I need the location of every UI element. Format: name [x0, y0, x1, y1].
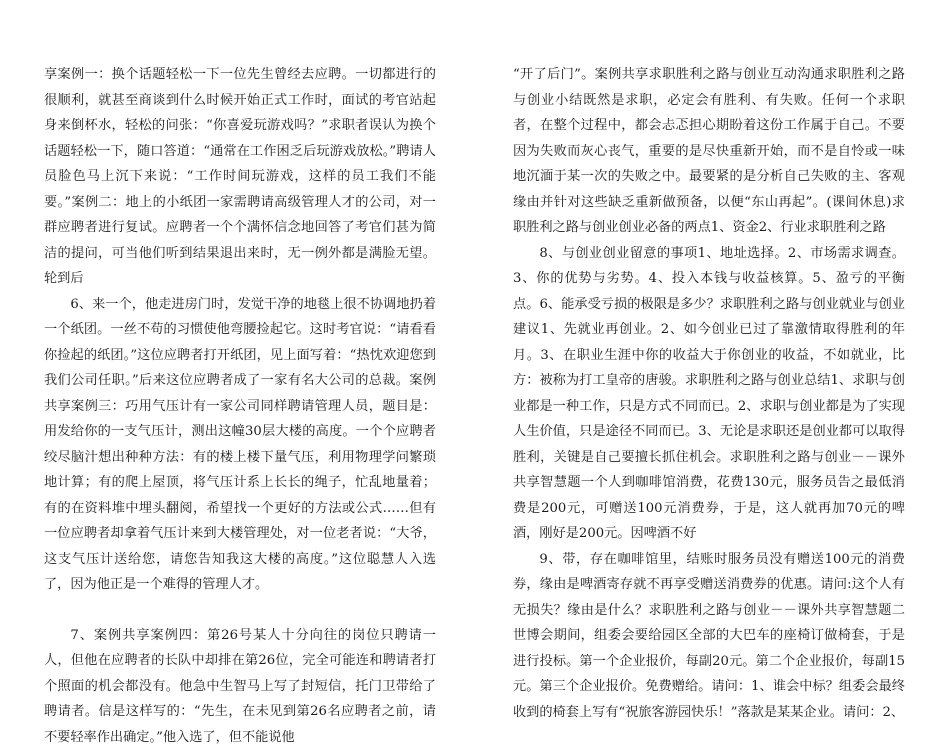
paragraph-gap: [44, 598, 436, 623]
right-column: [513, 62, 905, 725]
paragraph-summary: “开了后门”。案例共享求职胜利之路与创业互动沟通求职胜利之路与创业小结既然是求职，必定会有胜利、有失败。任何一个求职者，在整个过程中，都会忐忑担心期盼着这份工作属于自己。不要因为失败而灰心丧气，重要的是尽快重新开始，而不是自怜或一味地沉湎于某一次的失败之中。最要紧的是分析自己失败的主、客观缘由并针对这些缺乏重新做预备，以便“东山再起”。(课间休息)求职胜利之路与创业创业必备的两点1、资金2、行业求职胜利之路: [513, 62, 905, 241]
paragraph-9: 9、带，存在咖啡馆里，结账时服务员没有赠送100元的消费券，缘由是啤酒寄存就不再享受赠送消费券的优惠。请问:这个人有无损失？缘由是什么？求职胜利之路与创业－－课外共享智慧题二世博会期间，组委会要给园区全部的大巴车的座椅订做椅套，于是进行投标。第一个企业报价，每副20元。第二个企业报价，每副15元。第三个企业报价。免费赠给。请问：1、谁会中标？组委会最终收到的椅套上写有“祝旅客游园快乐！”落款是某某企业。请问：2、: [513, 547, 905, 726]
left-column: [44, 62, 436, 750]
paragraph-8: 8、与创业创业留意的事项1、地址选择。2、市场需求调查。3、你的优势与劣势。4、投入本钱与收益核算。5、盈亏的平衡点。6、能承受亏损的极限是多少？求职胜利之路与创业就业与创业建议1、先就业再创业。2、如今创业已过了靠激情取得胜利的年月。3、在职业生涯中你的收益大于你创业的收益，不如就业，比方：被称为打工皇帝的唐骏。求职胜利之路与创业总结1、求职与创业都是一种工作，只是方式不同而已。2、求职与创业都是为了实现人生价值，只是途径不同而已。3、无论是求职还是创业都可以取得胜利，关键是自己要擅长抓住机会。求职胜利之路与创业－－课外共享智慧题一个人到咖啡馆消费，花费130元，服务员告之最低消费是200元，可赠送100元消费券，于是，这人就再加70元的啤酒，刚好是200元。因啤酒不好: [513, 241, 905, 547]
paragraph-case-one-two: 享案例一：换个话题轻松一下一位先生曾经去应聘。一切都进行的很顺利，就甚至商谈到什么时候开始正式工作时，面试的考官站起身来倒杯水，轻松的问张：“你喜爱玩游戏吗？”求职者误认为换个话题轻松一下，随口答道：“通常在工作困乏后玩游戏放松。”聘请人员脸色马上沉下来说：“工作时间玩游戏，这样的员工我们不能要。”案例二：地上的小纸团一家需聘请高级管理人才的公司，对一群应聘者进行复试。应聘者一个个满怀信念地回答了考官们甚为简洁的提问，可当他们听到结果退出来时，无一例外都是满脸无望。轮到后: [44, 62, 436, 292]
paragraph-6: 6、来一个，他走进房门时，发觉干净的地毯上很不协调地扔着一个纸团。一丝不苟的习惯使他弯腰捡起它。这时考官说：“请看看你捡起的纸团。”这位应聘者打开纸团，见上面写着：“热忱欢迎您到我们公司任职。”后来这位应聘者成了一家有名大公司的总裁。案例共享案例三：巧用气压计有一家公司同样聘请管理人员，题目是：用发给你的一支气压计，测出这幢30层大楼的高度。一个个应聘者绞尽脑汁想出种种方法：有的楼上楼下量气压，利用物理学问繁琐地计算；有的爬上屋顶，将气压计系上长长的绳子，忙乱地量着；有的在资料堆中埋头翻阅，希望找一个更好的方法或公式……但有一位应聘者却拿着气压计来到大楼管理处，对一位老者说：“大爷，这支气压计送给您，请您告知我这大楼的高度。”这位聪慧人入选了，因为他正是一个难得的管理人才。: [44, 292, 436, 598]
paragraph-7: 7、案例共享案例四：第26号某人十分向往的岗位只聘请一人，但他在应聘者的长队中却排在第26位，完全可能连和聘请者打个照面的机会都没有。他急中生智马上写了封短信，托门卫带给了聘请者。信是这样写的：“先生，在未见到第26名应聘者之前，请不要轻率作出确定。”他入选了，但不能说他: [44, 623, 436, 750]
